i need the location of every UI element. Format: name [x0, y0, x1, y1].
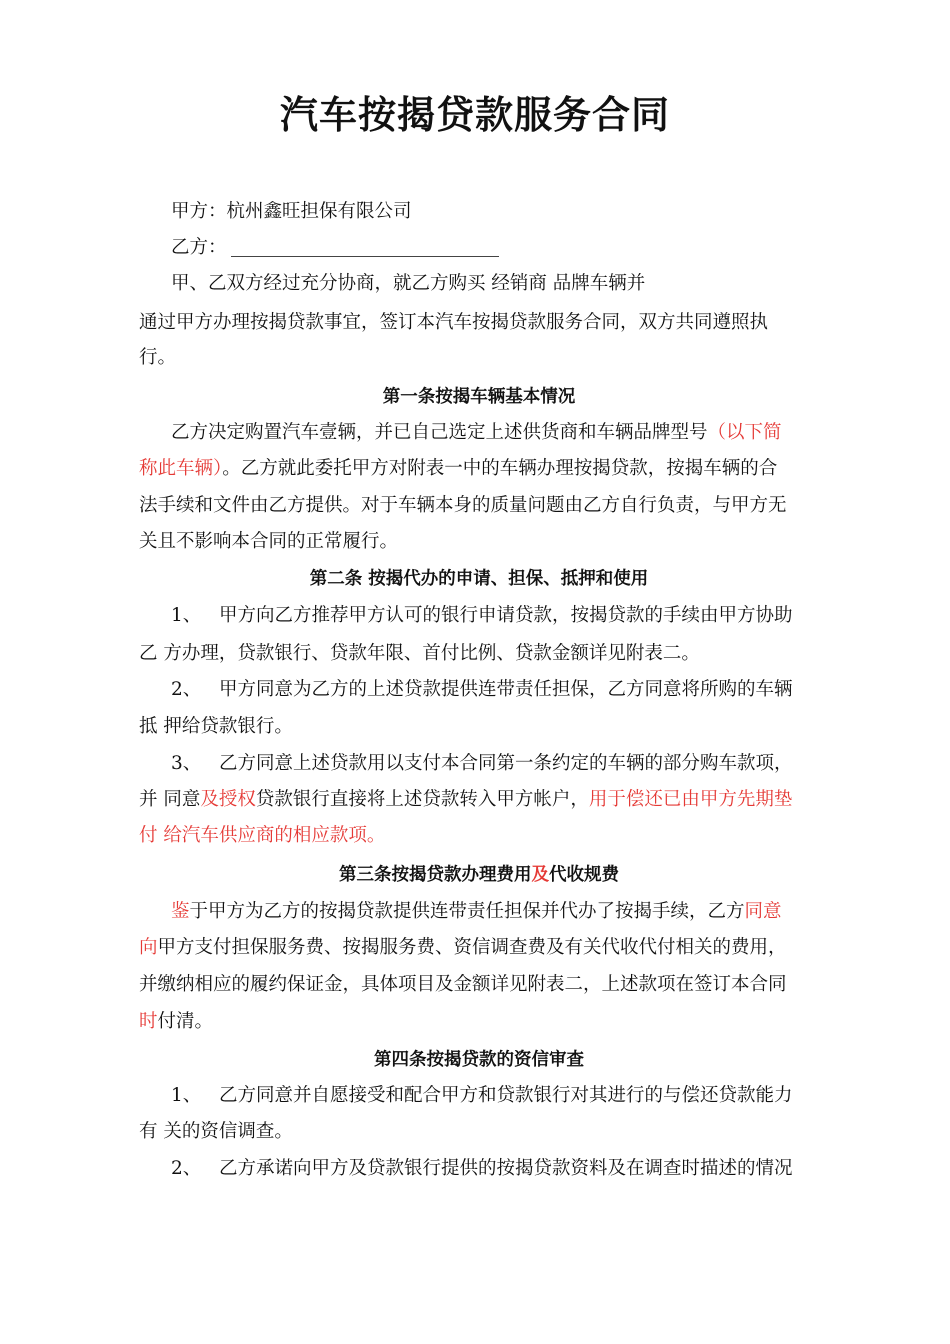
item-text: 贷款银行直接将上述贷款转入甲方帐户， — [255, 789, 589, 810]
red-text: 时 — [139, 1011, 158, 1032]
party-a-name: 杭州鑫旺担保有限公司 — [226, 201, 412, 222]
party-a-line — [171, 194, 412, 230]
item-number: 2、 — [171, 679, 202, 700]
red-text: 同意 — [744, 901, 782, 922]
item-text: 甲方向乙方推荐甲方认可的银行申请贷款，按揭贷款的手续由甲方协助 — [219, 605, 793, 626]
article-1-heading: 第一条按揭车辆基本情况 — [382, 387, 576, 407]
heading-text: 第三条按揭贷款办理费用 — [339, 865, 532, 885]
article-2-item-1-line-2: 乙 方办理，贷款银行、贷款年限、首付比例、贷款金额详见附表二。 — [139, 643, 700, 664]
document-title: 汽车按揭贷款服务合同 — [279, 93, 670, 137]
article-1-line-3: 法手续和文件由乙方提供。对于车辆本身的质量问题由乙方自行负责，与甲方无 — [139, 495, 787, 516]
article-1-line-4: 关且不影响本合同的正常履行。 — [139, 531, 399, 552]
article-3-line-4 — [139, 1004, 213, 1040]
text: 甲方支付担保服务费、按揭服务费、资信调查费及有关代收代付相关的费用， — [157, 937, 787, 958]
party-b-line — [171, 230, 499, 266]
article-2-item-3-line-3: 付 给汽车供应商的相应款项。 — [139, 825, 386, 846]
article-3-heading — [139, 860, 819, 890]
article-1-text-2: 。乙方就此委托甲方对附表一中的车辆办理按揭贷款，按揭车辆的合 — [222, 458, 778, 479]
item-red-text: 及授权 — [200, 789, 256, 810]
red-text: 向 — [139, 937, 158, 958]
article-2-item-1-line-1 — [171, 598, 793, 634]
text: 付清。 — [157, 1011, 214, 1032]
party-b-label: 乙方： — [171, 237, 227, 258]
article-4-item-1-line-1 — [171, 1078, 793, 1114]
item-number: 3、 — [171, 753, 202, 774]
item-text: 甲方同意为乙方的上述贷款提供连带责任担保，乙方同意将所购的车辆 — [219, 679, 793, 700]
article-4-item-2-line-1 — [171, 1151, 793, 1187]
item-text: 乙方同意并自愿接受和配合甲方和贷款银行对其进行的与偿还贷款能力 — [219, 1085, 793, 1106]
text: 于甲方为乙方的按揭贷款提供连带责任担保并代办了按揭手续，乙方 — [189, 901, 745, 922]
article-1-line-1 — [171, 415, 782, 451]
item-number: 1、 — [171, 1085, 202, 1106]
intro-line-1: 甲、乙双方经过充分协商，就乙方购买 经销商 品牌车辆并 — [171, 273, 646, 294]
item-text: 并 同意 — [139, 789, 201, 810]
article-2-item-3-line-1 — [171, 746, 793, 782]
article-4-item-1-line-2: 有 关的资信调查。 — [139, 1121, 293, 1142]
article-1-red-text-2: 称此车辆） — [139, 458, 223, 479]
red-text: 鉴 — [171, 901, 190, 922]
article-4-heading: 第四条按揭贷款的资信审查 — [374, 1050, 584, 1070]
article-2-item-2-line-2: 抵 押给贷款银行。 — [139, 716, 293, 737]
article-1-red-text: （以下简 — [707, 422, 782, 443]
item-number: 1、 — [171, 605, 202, 626]
article-2-item-3-line-2 — [139, 782, 792, 818]
party-a-label: 甲方： — [171, 201, 227, 222]
intro-line-3: 行。 — [139, 347, 177, 368]
item-text: 乙方同意上述贷款用以支付本合同第一条约定的车辆的部分购车款项， — [219, 753, 793, 774]
heading-red-text: 及 — [531, 865, 549, 885]
article-1-text: 乙方决定购置汽车壹辆，并已自己选定上述供货商和车辆品牌型号 — [171, 422, 708, 443]
item-red-text: 用于偿还已由甲方先期垫 — [588, 789, 793, 810]
article-3-line-1 — [171, 894, 782, 930]
article-3-line-2 — [139, 930, 787, 966]
article-2-item-2-line-1 — [171, 672, 793, 708]
heading-text: 代收规费 — [549, 865, 619, 885]
item-text: 乙方承诺向甲方及贷款银行提供的按揭贷款资料及在调查时描述的情况 — [219, 1158, 793, 1179]
item-number: 2、 — [171, 1158, 202, 1179]
article-2-heading: 第二条 按揭代办的申请、担保、抵押和使用 — [309, 569, 649, 589]
intro-line-2: 通过甲方办理按揭贷款事宜，签订本汽车按揭贷款服务合同，双方共同遵照执 — [139, 312, 769, 333]
article-3-line-3: 并缴纳相应的履约保证金，具体项目及金额详见附表二，上述款项在签订本合同 — [139, 974, 787, 995]
party-b-blank — [231, 234, 499, 257]
article-1-line-2 — [139, 451, 777, 487]
